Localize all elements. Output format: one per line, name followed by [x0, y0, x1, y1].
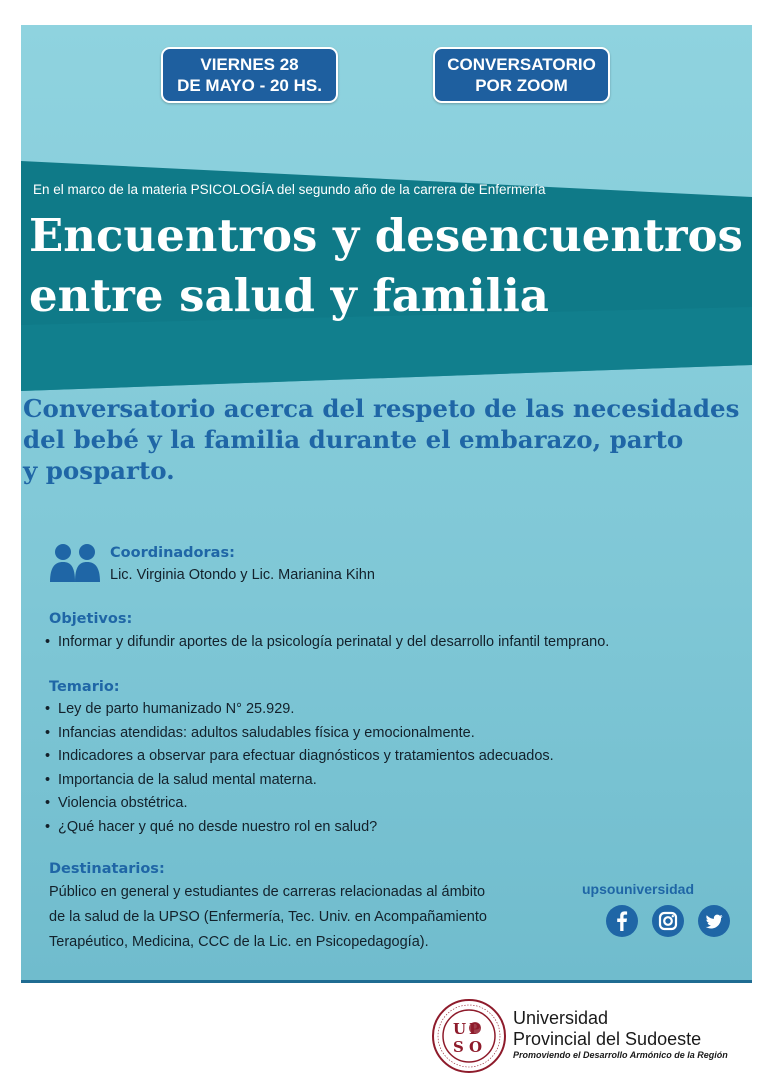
- audience-line-2: de la salud de la UPSO (Enfermería, Tec. Univ. en Acompañamiento: [49, 909, 487, 925]
- university-name-line1: Universidad: [513, 1008, 609, 1028]
- list-item: • ¿Qué hacer y qué no desde nuestro rol en salud?: [45, 819, 554, 843]
- objectives-list: [45, 634, 609, 658]
- list-item: • Indicadores a observar para efectuar diagnósticos y tratamientos adecuados.: [45, 748, 554, 772]
- title-line-2: entre salud y familia: [29, 269, 549, 322]
- social-handle[interactable]: upsouniversidad: [582, 881, 695, 897]
- university-tagline: Promoviendo el Desarrollo Armónico de la Región: [513, 1050, 728, 1060]
- list-item: • Infancias atendidas: adultos saludables física y emocionalmente.: [45, 725, 554, 749]
- objectives-label: Objetivos:: [49, 611, 133, 627]
- title-line-1: Encuentros y desencuentros: [29, 209, 743, 262]
- university-name-line2: Provincial del Sudoeste: [513, 1029, 702, 1049]
- lead-line-2: del bebé y la familia durante el embarazo, parto: [23, 425, 684, 454]
- date-badge-line1: VIERNES 28: [200, 55, 299, 74]
- svg-text:S: S: [453, 1038, 464, 1056]
- list-item: • Ley de parto humanizado N° 25.929.: [45, 701, 554, 725]
- page-title: [29, 206, 743, 326]
- lead-line-3: y posparto.: [23, 456, 175, 485]
- coordinators-label: Coordinadoras:: [110, 545, 235, 561]
- list-item: • Informar y difundir aportes de la psicología perinatal y del desarrollo infantil temprano.: [45, 634, 609, 658]
- footer-divider: [21, 980, 752, 983]
- lead-text: [23, 393, 740, 486]
- topics-label: Temario:: [49, 679, 120, 695]
- list-item: • Importancia de la salud mental materna.: [45, 772, 554, 796]
- instagram-icon[interactable]: [652, 905, 684, 937]
- date-badge: [161, 47, 338, 103]
- mode-badge-line1: CONVERSATORIO: [447, 55, 596, 74]
- twitter-icon[interactable]: [698, 905, 730, 937]
- people-icon: [49, 543, 101, 583]
- lead-line-1: Conversatorio acerca del respeto de las necesidades: [23, 394, 740, 423]
- audience-text: [49, 880, 487, 955]
- audience-line-3: Terapéutico, Medicina, CCC de la Lic. en Psicopedagogía).: [49, 934, 429, 950]
- coordinators-names: Lic. Virginia Otondo y Lic. Marianina Kihn: [110, 567, 375, 583]
- svg-text:U: U: [453, 1020, 467, 1038]
- mode-badge: [433, 47, 610, 103]
- svg-text:O: O: [469, 1038, 483, 1056]
- mode-badge-line2: POR ZOOM: [475, 76, 568, 95]
- date-badge-line2: DE MAYO - 20 HS.: [177, 76, 322, 95]
- audience-label: Destinatarios:: [49, 861, 165, 877]
- list-item: • Violencia obstétrica.: [45, 795, 554, 819]
- audience-line-1: Público en general y estudiantes de carreras relacionadas al ámbito: [49, 884, 486, 900]
- intro-text: En el marco de la materia PSICOLOGÍA del segundo año de la carrera de Enfermería: [33, 182, 546, 197]
- facebook-icon[interactable]: [606, 905, 638, 937]
- university-seal-logo: [431, 998, 507, 1074]
- topics-list: [45, 701, 554, 842]
